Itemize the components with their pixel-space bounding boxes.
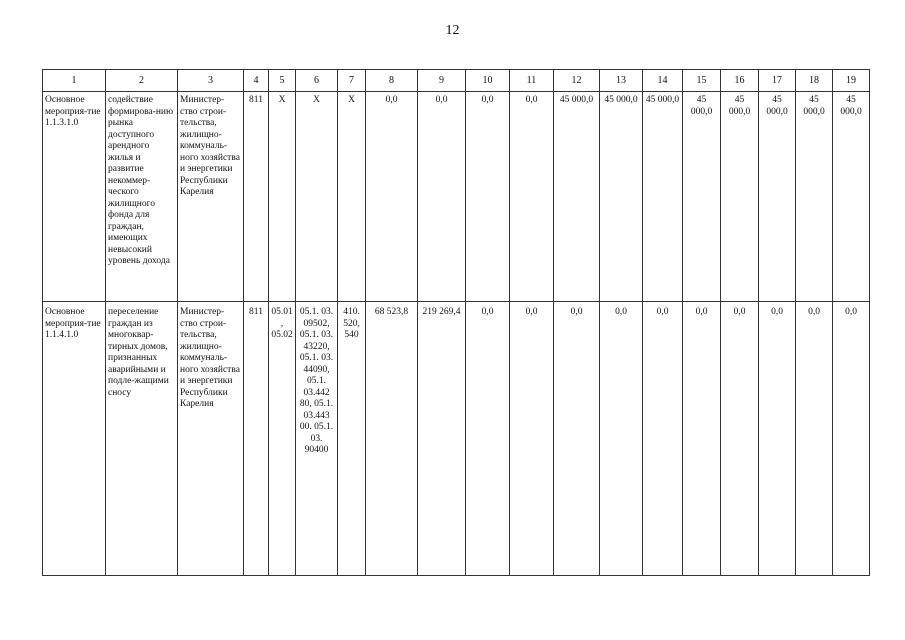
column-header: 11	[510, 70, 554, 92]
table-cell: 05.01, 05.02	[269, 302, 296, 576]
table-cell: 811	[244, 92, 269, 302]
table-cell: Х	[338, 92, 366, 302]
table-cell: 0,0	[366, 92, 418, 302]
executor-cell: Министер-ство строи-тельства, жилищно-коммуналь-ного хозяйства и энергетики Республики Карелия	[178, 92, 244, 302]
table-cell: 68 523,8	[366, 302, 418, 576]
column-header: 3	[178, 70, 244, 92]
table-cell: 0,0	[466, 92, 510, 302]
column-header: 14	[643, 70, 683, 92]
column-header: 15	[683, 70, 721, 92]
table-cell: 0,0	[721, 302, 759, 576]
column-header: 1	[43, 70, 106, 92]
table-cell: 0,0	[466, 302, 510, 576]
table-cell: 0,0	[643, 302, 683, 576]
column-header: 7	[338, 70, 366, 92]
table-cell: 05.1. 03. 09502, 05.1. 03. 43220, 05.1. 03. 44090, 05.1. 03.442 80, 05.1. 03.443 00. 05.1. 03. 90400	[296, 302, 338, 576]
table-cell: 45 000,0	[600, 92, 643, 302]
column-header: 19	[833, 70, 870, 92]
table-cell: Х	[269, 92, 296, 302]
column-header: 6	[296, 70, 338, 92]
column-header: 18	[796, 70, 833, 92]
table-cell: 0,0	[510, 302, 554, 576]
table-cell: 45 000,0	[833, 92, 870, 302]
column-header: 17	[759, 70, 796, 92]
table-cell: 45 000,0	[554, 92, 600, 302]
table-cell: 0,0	[796, 302, 833, 576]
table-cell: 219 269,4	[418, 302, 466, 576]
table-cell: 45 000,0	[721, 92, 759, 302]
table-cell: 811	[244, 302, 269, 576]
column-header: 2	[106, 70, 178, 92]
table-cell: 45 000,0	[643, 92, 683, 302]
table-cell: 0,0	[554, 302, 600, 576]
table-cell: 45 000,0	[796, 92, 833, 302]
table-cell: 0,0	[418, 92, 466, 302]
program-activities-table	[42, 69, 870, 576]
column-header: 8	[366, 70, 418, 92]
table-cell: 0,0	[510, 92, 554, 302]
activity-name-cell: Основное мероприя-тие 1.1.3.1.0	[43, 92, 106, 302]
activity-description-cell: содействие формирова-нию рынка доступного арендного жилья и развитие некоммер-ческого жилищного фонда для граждан, имеющих невысокий уровень дохода	[106, 92, 178, 302]
activity-name-cell: Основное мероприя-тие 1.1.4.1.0	[43, 302, 106, 576]
table-cell: 0,0	[600, 302, 643, 576]
executor-cell: Министер-ство строи-тельства, жилищно-коммуналь-ного хозяйства и энергетики Республики Карелия	[178, 302, 244, 576]
table-cell: 45 000,0	[759, 92, 796, 302]
header-row	[43, 70, 870, 92]
column-header: 4	[244, 70, 269, 92]
table-row	[43, 92, 870, 302]
column-header: 5	[269, 70, 296, 92]
table-cell: 0,0	[833, 302, 870, 576]
column-header: 13	[600, 70, 643, 92]
table-cell: Х	[296, 92, 338, 302]
table-row	[43, 302, 870, 576]
page-number: 12	[445, 23, 460, 38]
table-cell: 45 000,0	[683, 92, 721, 302]
column-header: 9	[418, 70, 466, 92]
table-cell: 410. 520, 540	[338, 302, 366, 576]
column-header: 10	[466, 70, 510, 92]
column-header: 16	[721, 70, 759, 92]
table-cell: 0,0	[683, 302, 721, 576]
column-header: 12	[554, 70, 600, 92]
activity-description-cell: переселение граждан из многоквар-тирных домов, признанных аварийными и подле-жащими сносу	[106, 302, 178, 576]
table-cell: 0,0	[759, 302, 796, 576]
